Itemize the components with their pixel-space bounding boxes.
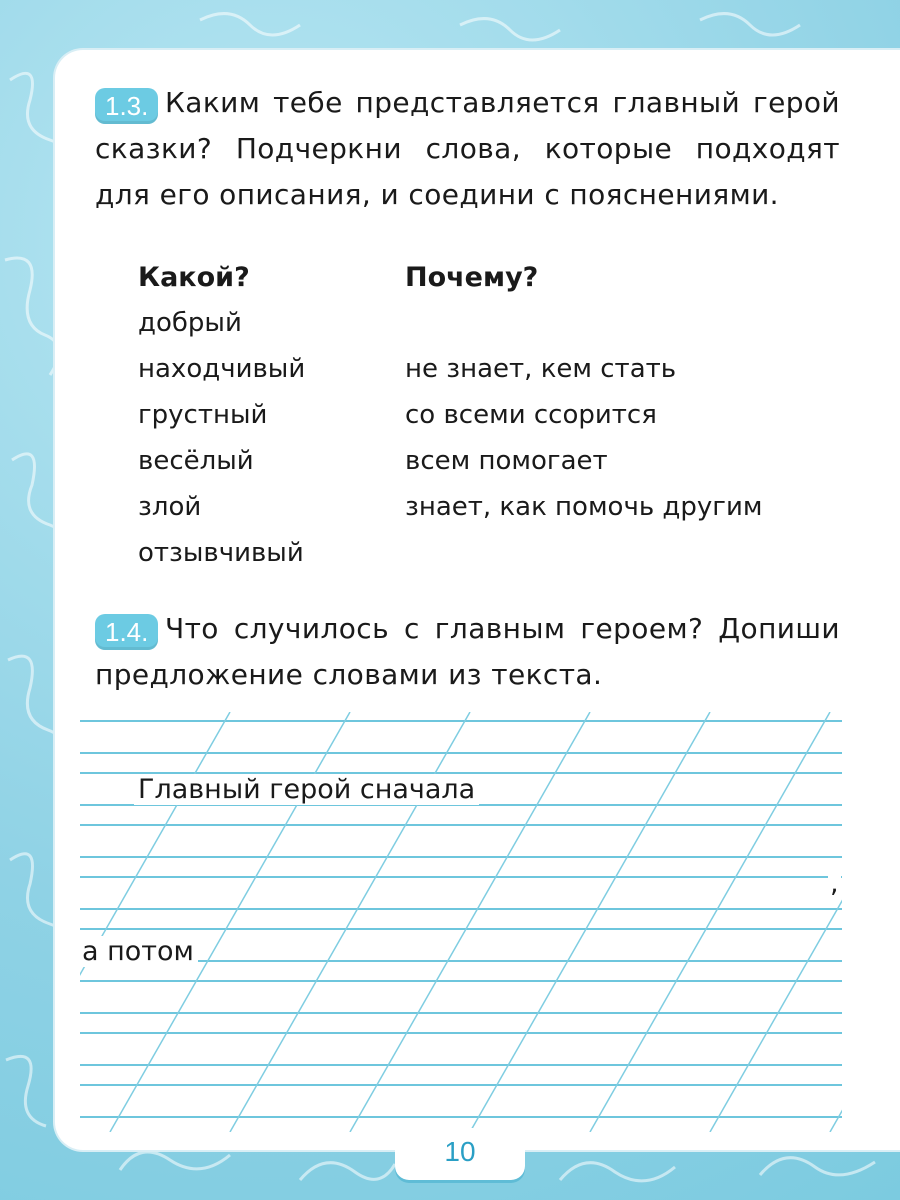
column-header-pochemu: Почему?: [405, 262, 539, 293]
adjective-item[interactable]: добрый: [138, 308, 242, 338]
sentence-start-line1: Главный герой сначала: [134, 774, 479, 805]
adjective-item[interactable]: находчивый: [138, 354, 306, 384]
sentence-comma: ,: [830, 868, 839, 899]
task-instruction: Каким тебе представляется главный герой сказки? Подчеркни слова, которые подходят для его описания, и соедини с пояснениями.: [95, 86, 840, 211]
explanation-item[interactable]: со всеми ссорится: [405, 400, 657, 430]
adjective-item[interactable]: грустный: [138, 400, 268, 430]
sentence-start-line3: а потом: [78, 936, 198, 967]
explanation-item[interactable]: всем помогает: [405, 446, 608, 476]
page-number-tab: [395, 1128, 525, 1180]
task-instruction: Что случилось с главным героем? Допиши предложение словами из текста.: [95, 612, 840, 691]
explanation-item[interactable]: не знает, кем стать: [405, 354, 677, 384]
explanation-item[interactable]: знает, как помочь другим: [405, 492, 763, 522]
task-number-badge: 1.4.: [95, 614, 158, 650]
column-header-kakoy: Какой?: [138, 262, 250, 293]
adjective-item[interactable]: весёлый: [138, 446, 254, 476]
adjective-item[interactable]: отзывчивый: [138, 538, 304, 568]
adjective-item[interactable]: злой: [138, 492, 202, 522]
page-number: 10: [444, 1136, 476, 1167]
task-number-badge: 1.3.: [95, 88, 158, 124]
